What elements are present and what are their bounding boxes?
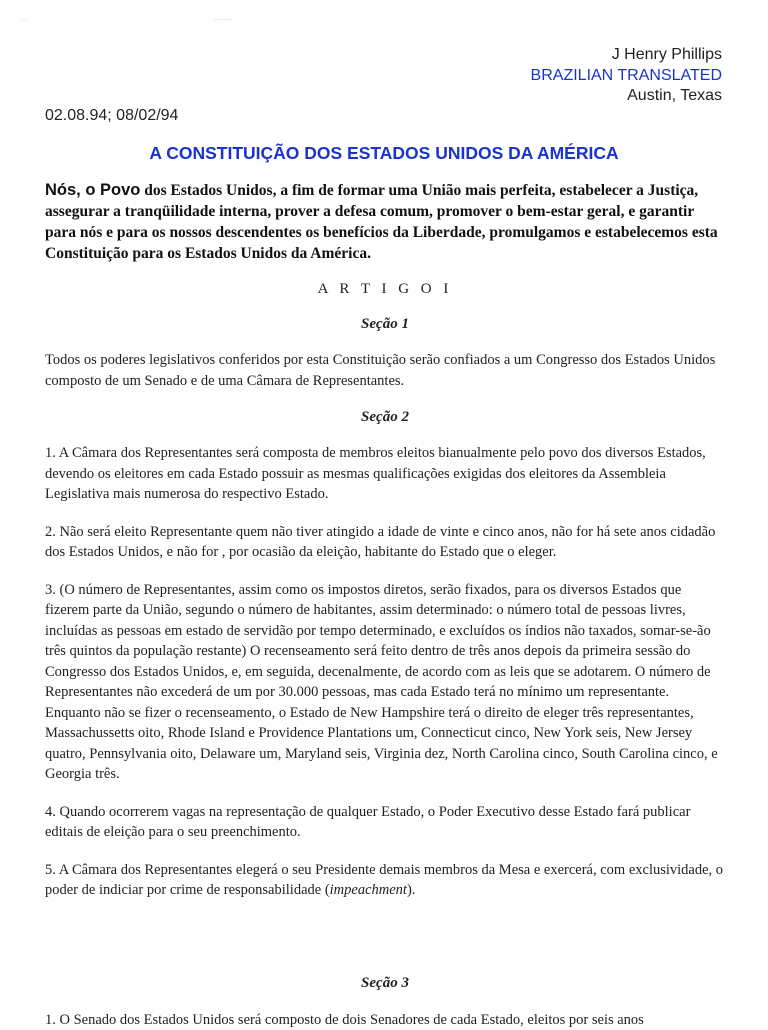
section-2-paragraph-1: 1. A Câmara dos Representantes será composta de membros eleitos bianualmente pelo povo dos diversos Estados, devendo os eleitores em cada Estado possuir as mesmas qualificações exigidas dos eleitores da Assembleia Legislativa mais numerosa do respectivo Estado. bbox=[45, 443, 725, 505]
header-block bbox=[531, 45, 722, 107]
section-1-heading: Seção 1 bbox=[45, 316, 725, 333]
preamble-text: dos Estados Unidos, a fim de formar uma União mais perfeita, estabelecer a Justiça, assegurar a tranqüilidade interna, prover a defesa comum, promover o bem-estar geral, e garantir para nós e para os nossos descendentes os benefícios da Liberdade, promulgamos e estabelecemos esta Constituição para os Estados Unidos da América. bbox=[45, 182, 718, 262]
paragraph-5-text-a: 5. A Câmara dos Representantes elegerá o seu Presidente demais membros da Mesa e exercerá, com exclusividade, o poder de indiciar por crime de responsabilidade ( bbox=[45, 862, 723, 899]
translated-label: BRAZILIAN TRANSLATED bbox=[531, 66, 722, 87]
place-label: Austin, Texas bbox=[531, 86, 722, 107]
section-3-paragraph-partial: 1. O Senado dos Estados Unidos será composto de dois Senadores de cada Estado, eleitos por seis anos bbox=[45, 1010, 725, 1030]
author-name: J Henry Phillips bbox=[531, 45, 722, 66]
page-header-left-text: — — bbox=[20, 17, 27, 21]
preamble bbox=[45, 180, 725, 264]
section-2-heading: Seção 2 bbox=[45, 409, 725, 426]
document-date: 02.08.94; 08/02/94 bbox=[45, 107, 178, 125]
vertical-gap bbox=[45, 901, 725, 957]
section-3-heading: Seção 3 bbox=[45, 975, 725, 992]
document-title: A CONSTITUIÇÃO DOS ESTADOS UNIDOS DA AMÉRICA bbox=[0, 143, 768, 164]
section-1-paragraph: Todos os poderes legislativos conferidos por esta Constituição serão confiados a um Congresso dos Estados Unidos composto de um Senado e de uma Câmara de Representantes. bbox=[45, 350, 725, 391]
page-header-center-text: —————— bbox=[214, 17, 233, 21]
document-body bbox=[45, 180, 725, 1030]
preamble-lead: Nós, o Povo bbox=[45, 181, 140, 199]
impeachment-term: impeachment bbox=[330, 882, 407, 898]
section-2-paragraph-3: 3. (O número de Representantes, assim como os impostos diretos, serão fixados, para os diversos Estados que fizerem parte da União, segundo o número de habitantes, assim determinado: o número total de pessoas livres, incluídas as pessoas em estado de servidão por tempo determinado, e excluídos os índios não taxados, somar-se-ão três quintos da população restante) O recenseamento será feito dentro de três anos depois da primeira sessão do Congresso dos Estados Unidos, e, em seguida, decenalmente, de acordo com as leis que se adotarem. O número de Representantes não excederá de um por 30.000 pessoas, mas cada Estado terá no mínimo um representante. Enquanto não se fizer o recenseamento, o Estado de New Hampshire terá o direito de eleger três representantes, Massachussetts oito, Rhode Island e Providence Plantations um, Connecticut cinco, New York seis, New Jersey quatro, Pennsylvania oito, Delaware um, Maryland seis, Virginia dez, North Carolina cinco, South Carolina cinco, e Georgia três. bbox=[45, 580, 725, 785]
section-2-paragraph-2: 2. Não será eleito Representante quem não tiver atingido a idade de vinte e cinco anos, não for há sete anos cidadão dos Estados Unidos, e não for , por ocasião da eleição, habitante do Estado que o eleger. bbox=[45, 522, 725, 563]
section-2-paragraph-4: 4. Quando ocorrerem vagas na representação de qualquer Estado, o Poder Executivo desse Estado fará publicar editais de eleição para o seu preenchimento. bbox=[45, 802, 725, 843]
paragraph-5-text-b: ). bbox=[407, 882, 415, 898]
article-heading: A R T I G O I bbox=[45, 281, 725, 298]
section-2-paragraph-5 bbox=[45, 860, 725, 901]
